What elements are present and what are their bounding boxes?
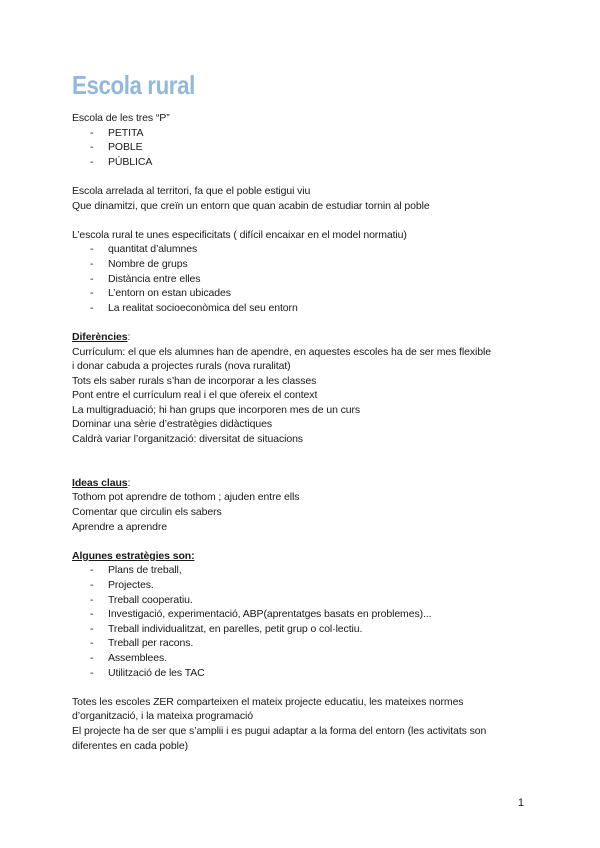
paragraph-line: Currículum: el que els alumnes han de apendre, en aquestes escoles ha de ser mes flexible [72,345,491,358]
list-item: - Projectes. [90,579,154,591]
paragraph-line: i donar cabuda a projectes rurals (nova ruralitat) [72,360,291,373]
list-item: - La realitat socioeconòmica del seu entorn [90,301,298,314]
list-item: - quantitat d’alumnes [90,243,198,256]
page-number: 1 [517,797,524,809]
paragraph-line: El projecte ha de ser que s’amplii i es pugui adaptar a la forma del entorn (les activitats son [72,724,487,737]
list-item: - Nombre de grups [90,257,188,270]
paragraph-line: Aprendre a aprendre [72,520,167,533]
paragraph-line: Dominar una sèrie d’estratègies didàctiques [72,418,272,431]
intro-text: Escola de les tres “P” [72,112,170,124]
document-title: Escola rural [72,70,195,100]
paragraph-line: Caldrà variar l’organització: diversitat de situacions [72,433,303,446]
paragraph-line: La multigraduació; hi han grups que incorporen mes de un curs [72,403,361,416]
paragraph-line: Comentar que circulin els sabers [72,506,222,519]
list-item: - PÚBLICA [90,155,153,168]
document-body [72,111,542,753]
list-item: - PETITA [90,126,144,139]
paragraph-line: Escola arrelada al territori, fa que el poble estigui viu [72,184,311,197]
list-item: - POBLE [90,141,143,154]
paragraph-line: Tothom pot aprendre de tothom ; ajuden entre ells [72,491,300,504]
strategies-list [72,563,542,680]
paragraph-line: Totes les escoles ZER comparteixen el mateix projecte educatiu, les mateixes normes [72,695,464,708]
list-item: - Assemblees. [90,651,168,664]
list-item: - Treball cooperatiu. [90,593,193,606]
paragraph-line: diferentes en cada poble) [72,739,188,752]
paragraph-line: Pont entre el currículum real i el que ofereix el context [72,389,318,402]
list-item: - Utilització de les TAC [90,666,205,679]
specifics-text: L’escola rural te unes especificitats ( difícil encaixar en el model normatiu) [72,228,407,241]
specifics-list [72,242,542,315]
list-item: - Investigació, experimentació, ABP(aprentatges basats en problemes)... [90,608,432,621]
three-p-list [72,126,542,170]
paragraph-line: Que dinamitzi, que creïn un entorn que quan acabin de estudiar tornin al poble [72,199,430,212]
paragraph-line: d’organització, i la mateixa programació [72,710,254,723]
list-item: - Distància entre elles [90,272,201,285]
paragraph-line: Tots els saber rurals s’han de incorporar a les classes [72,374,317,387]
list-item: - Plans de treball, [90,564,182,577]
key-ideas-heading: Ideas claus: [72,476,131,489]
list-item: - Treball per racons. [90,637,194,650]
list-item: - L’entorn on estan ubicades [90,287,231,300]
strategies-heading: Algunes estratègies son: [72,549,195,562]
list-item: - Treball individualitzat, en parelles, petit grup o col·lectiu. [90,622,363,635]
differences-heading: Diferències: [72,330,131,343]
